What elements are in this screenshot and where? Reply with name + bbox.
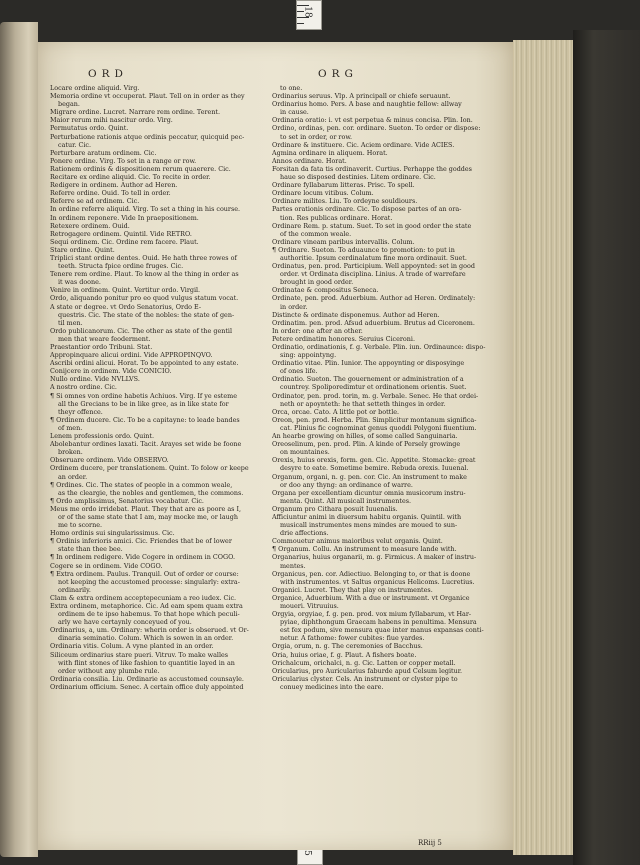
ruler-bottom-number: 5 [301,850,312,856]
text-line: Lenem professionis ordo. Quint. [50,432,154,441]
text-line: Commouetur animus maioribus velut organis. Quint. [272,537,443,546]
text-line: theyr offence. [58,407,103,416]
text-line: Ordinator, pen. prod. torin, m. g. Verbale. Senec. He that ordei- [272,391,479,400]
text-line: pyiae, diphthongum Graecam habens in penultima. Mensura [280,618,477,627]
text-line: with instrumentes. vt Saltus organicus Helicoms. Lucretius. [280,577,475,586]
text-line: Ordinatio. Sueton. The gouernement or administration of a [272,375,464,384]
text-line: Obseruare ordinem. Vide OBSERVO. [50,456,169,465]
text-line: Organicus, pen. cor. Adiectiuo. Belonging to, or that is doone [272,569,471,578]
text-line: mentes. [280,561,306,570]
text-line: ¶ Extra ordinem. Paulus. Tranquil. Out of order or course: [50,569,239,578]
text-line: with flint stones of like fashion to quantitie layed in an [58,658,235,667]
text-line: An hearbe growing on hilles, of some called Sanguinaria. [272,432,458,441]
text-line: Afficiuntur animi in diuersum habitu organis. Quintil. with [272,512,462,521]
text-line: Ascribi ordini alicui. Horat. To be appointed to any estate. [50,359,239,368]
book-cover [573,30,640,865]
text-line: conuey medicines into the eare. [280,682,384,691]
text-line: it was doone. [58,278,101,287]
text-line: til men. [58,318,83,327]
text-line: state than thee bee. [58,545,123,554]
text-line: cat. Plinius fic cognominat genus quoddi Polygoni fiuentium. [280,423,477,432]
text-line: Orexis, huius orexis, form. gen. Cic. Appetite. Stomacke: great [272,456,476,465]
text-line: Ordinatio vitae. Plin. Iunior. The appoynting or disposyinge [272,359,465,368]
page-fore-edges [513,40,573,855]
text-line: Ordo, aliquando ponitur pro eo quod vulgus statum vocat. [50,294,239,303]
text-line: Ordinatae & compositus Seneca. [272,286,379,295]
text-line: Ordinaria consilia. Liu. Ordinarie as accustomed counsayle. [50,674,244,683]
text-line: Orichalcum, orichalci, n. g. Cic. Latten or copper metall. [272,658,456,667]
text-line: Migrare ordine. Lucret. Narrare rem ordine. Terent. [50,108,221,117]
text-line: ¶ Ordinem ducere. Cic. To be a capitayne: to leade bandes [50,415,240,424]
text-line: Referre se ad ordinem. Cic. [50,197,140,206]
text-line: ¶ Ordinare. Sueton. To aduaunce to promotion: to put in [272,245,455,254]
text-line: Oricularius, pro Auricularius faburde apud Celsum legitur. [272,666,463,675]
running-head-right: ORG [318,68,358,80]
text-line: Ordinatio, ordinationis, f. g. Verbale. Plin. iun. Ordinaunce: dispo- [272,343,486,351]
ruler-top-number: 18 [302,6,313,18]
text-line: Ordinem ducere, per translationem. Quint. To folow or keepe [50,464,249,473]
text-line: Nullo ordine. Vide NVLLVS. [50,375,140,384]
text-line: brought in good order. [280,278,354,287]
text-line: Siliceum ordinarius stare pueri. Vitruv. To make walles [50,650,229,659]
text-line: tion. Res publicas ordinare. Horat. [280,213,393,222]
text-line: as the cleargie, the nobles and gentlemen, the commons. [58,488,244,497]
text-line: Ordinarius homo. Pers. A base and naughtie fellow: allway [272,100,462,109]
text-line: neth or apoynteth: he that setteth thinges in order. [280,399,446,408]
text-line: Homo ordinis sui singularissimus. Cic. [50,529,175,538]
text-line: countrey. Spoliporedimtur et ordinationem orientis. Suet. [280,383,467,392]
text-line: Referre ordine. Ouid. To tell in order. [50,189,171,198]
text-line: drie affections. [280,529,329,538]
text-line: menta. Quint. All musicall instrumentes. [280,496,412,505]
text-line: Ordinare fyllabarum litteras. Prisc. To spell. [272,181,415,190]
text-line: in order. [280,302,308,311]
text-line: Ponere ordine. Virg. To set in a range or row. [50,156,197,165]
facing-page-edge [0,22,38,857]
text-line: Triplici stant ordine dentes. Ouid. He hath three rowes of [50,253,237,262]
text-line: Praestantior ordo Tribuni. Stat. [50,343,153,351]
text-line: Ordinare Rem. p. statum. Suet. To set in good order the state [272,221,472,230]
scale-ruler-top [296,0,322,30]
signature-mark: RRiij 5 [418,839,442,847]
text-line: to one. [280,84,303,92]
text-line: ¶ Ordo amplissimus, Senatorius vocabatur. Cic. [50,496,204,505]
text-line: Recitare ex ordine aliquid. Cic. To recite in order. [50,173,211,182]
text-line: an order. [58,472,88,481]
text-line: ¶ Organum. Collu. An instrument to measure lande with. [272,545,457,554]
text-line: Permutatus ordo. Quint. [50,124,129,133]
text-line: desyre to eate. Sometime bemire. Rebuda orexis. Iuuenal. [280,464,469,473]
text-line: Organum, organi, n. g. pen. cor. Cic. An instrument to make [272,472,467,481]
text-line: Orca, orcae. Cato. A little pot or bottle. [272,407,400,416]
text-line: Agmina ordinare in aliquem. Horat. [272,148,388,157]
text-line: Organice, Aduerbium. With a due or instrument. vt Organice [272,593,470,602]
text-line: Venire in ordinem. Quint. Vertitur ordo. Virgil. [50,286,201,295]
text-line: Sequi ordinem. Cic. Ordine rem facere. Plaut. [50,237,199,246]
text-line: catur. Cic. [58,140,92,149]
text-line: sing: appointyng. [280,351,337,360]
text-line: A nostro ordine. Cic. [50,383,117,392]
text-line: Ordinatus, pen. prod. Participium. Well appoynted: set in good [272,262,475,271]
text-line: Cogere se in ordinem. Vide COGO. [50,561,163,570]
text-line: ¶ In ordinem redigere. Vide Cogere in ordinem in COGO. [50,553,236,562]
text-line: authoritie. Ipsum cerdinalatum fine mora ordinauit. Suet. [280,253,467,262]
text-line: ¶ Ordinis inferioris amici. Cic. Friendes that be of lower [50,537,232,546]
text-line: Forsitan da fata tis ordinaverit. Curtius. Perhappe the goddes [272,164,472,173]
text-line: In ordine referre aliquid. Virg. To set a thing in his course. [50,205,241,214]
text-line: Ordinare vineam paribus intervallis. Colum. [272,237,415,246]
text-line: not keeping the accustomed processe: singularly: extra- [58,577,240,586]
text-line: Ordinaria oratio: i. vt est perpetua & minus concisa. Plin. Ion. [272,116,473,125]
text-line: Clam & extra ordinem acceptepecuniam a reo iudex. Cic. [50,593,237,602]
text-line: Retrogagere ordinem. Quintil. Vide RETRO. [50,229,192,238]
text-line: haue so disposed destinies. Litem ordinare. Cic. [280,173,436,182]
running-head-left: ORD [88,68,128,80]
text-line: Redigere in ordinem. Author ad Heren. [50,181,178,190]
text-line: moueri. Vitruuius. [280,602,339,610]
text-line: Annos ordinare. Horat. [272,156,347,165]
text-line: In ordinem reponere. Vide In praepositionem. [50,213,199,222]
text-line: A state or degree. vt Ordo Senatorius, Ordo E- [50,302,202,311]
text-line: Rationem ordinis & dispositionem rerum quaerere. Cic. [50,164,231,173]
text-line: Appropinquare alicui ordini. Vide APPROPINQVO. [50,351,213,360]
text-line: Memoria ordine vt occuperat. Plaut. Tell on in order as they [50,92,245,101]
text-line: Ordinate, pen. prod. Aduerbium. Author ad Heren. Ordinately: [272,294,476,303]
text-line: questris. Cic. The state of the nobles: the state of gen- [58,310,235,319]
text-line: Ordinarius seruus. Vlp. A principall or chiefe seruaunt. [272,92,451,101]
text-line: Retexere ordinem. Ouid. [50,221,130,230]
text-line: Oricularius clyster. Cels. An instrument or clyster pipe to [272,674,458,683]
text-line: Orgyia, orgyiae, f. g. pen. prod. vox mium fyllabarum, vt Har- [272,610,472,619]
text-line: Stare ordine. Quint. [50,245,115,254]
text-line: Oria, huius oriae, f. g. Plaut. A fishers boate. [272,650,417,659]
text-line: me to scorne. [58,521,103,530]
text-line: on mountaines. [280,448,330,457]
text-line: ordinem de te ipso habemus. To that hope which peculi- [58,610,240,619]
text-line: Extra ordinem, metaphorice. Cic. Ad eam spem quam extra [50,602,243,610]
dictionary-column-right [272,84,488,691]
text-line: of men. [58,423,83,432]
text-line: Distincte & ordinate disponemus. Author ad Heren. [272,310,440,319]
text-line: Ordinare & instituere. Cic. Aciem ordinare. Vide ACIES. [272,140,455,149]
text-line: Ordinaria vitis. Colum. A vyne planted in an order. [50,642,214,651]
text-line: Petere ordinatim honores. Seruius Ciceroni. [272,334,415,343]
text-line: all the Grecians to be in like gree, as in like state for [58,399,229,408]
dictionary-column-left [50,84,266,691]
text-line: est fex podum, sive mensura quae inter manus expansas conti- [280,626,484,635]
text-line: Partes orationis ordinare. Cic. To dispose partes of an ora- [272,205,462,214]
text-line: Organarius, huius organarii, m. g. Firmicus. A maker of instru- [272,553,477,562]
text-line: Ordinarius, a, um. Ordinary: wherin order is obserued. vt Or- [50,626,249,635]
text-line: teeth. Structa fpice ordine fruges. Cic. [58,262,184,271]
text-line: ¶ Ordines. Cic. The states of people in a common weale, [50,480,233,489]
text-line: Ordo publicanorum. Cic. The other as state of the gentil [50,326,233,335]
text-line: Maior rerum mihi nascitur ordo. Virg. [50,116,173,125]
text-line: netur. A fathome: fower cubites: fiue yardes. [280,634,425,643]
text-line: Organum pro Cithara posuit Iuuenalis. [272,504,398,513]
text-line: Abolebantur ordines laxati. Tacit. Arayes set wide be foone [50,440,242,449]
text-line: ordinarily. [58,585,91,594]
text-line: broken. [58,448,83,457]
text-line: In order: one after an other. [272,326,363,335]
text-line: of the common weale. [280,229,352,238]
text-line: Conijcere in ordinem. Vide CONICIO. [50,367,172,376]
text-line: Organa per excellentiam dicuntur omnia musicorum instru- [272,488,466,497]
text-line: Perturbatione rationis atque ordinis peccatur, quicquid pec- [50,132,245,141]
text-line: Locare ordine aliquid. Virg. [50,84,140,92]
text-line: of ones life. [280,367,318,376]
text-line: Ordinare locum vitibus. Colum. [272,189,374,198]
text-line: to set in order, or row. [280,132,353,141]
text-line: or doo any thyng: an ordinance of warre. [280,480,413,489]
text-line: began. [58,100,80,109]
text-line: Oreoselinum, pen. prod. Plin. A kinde of Persely growinge [272,440,461,449]
text-line: Tenere rem ordine. Plaut. To know al the thing in order as [50,270,239,279]
text-line: ¶ Si omnes von ordine habetis Achiuos. Virg. If ye esteme [50,391,237,400]
text-line: musicall instrumentes mens mindes are moued to sun- [280,521,458,530]
text-line: Perturbare aratum ordinem. Cic. [50,148,157,157]
text-line: men that weare feoderment. [58,334,151,343]
text-line: Organici. Lucret. They that play on instrumentes. [272,585,433,594]
text-line: order without any plumbe rule. [58,666,160,675]
text-line: order. vt Ordinata disciplina. Linius. A trade of warrefare [280,270,466,279]
text-line: Ordinare milites. Liu. To ordeyne souldiours. [272,197,418,206]
text-line: Oreon, pen. prod. Herba. Plin. Simplicitur montanum significa- [272,415,477,424]
text-line: Meus me ordo irridebat. Plaut. They that are as poore as I, [50,504,242,513]
text-line: Ordinarium officium. Senec. A certain office duly appointed [50,682,244,691]
text-line: arly we have certaynly conceyued of you. [58,618,192,627]
text-line: Ordinatim. pen. prod. Afsud aduerbium. Brutus ad Ciceronem. [272,318,475,327]
text-line: or of the same state that I am, may mocke me, or laugh [58,512,238,521]
text-line: Orgia, orum, n. g. The ceremonies of Bacchus. [272,642,423,651]
text-line: in cause. [280,108,309,117]
text-line: dinaria seminatio. Colum. Which is sowen in an order. [58,634,234,643]
text-line: Ordino, ordinas, pen. cor. ordinare. Sueton. To order or dispose: [272,124,481,133]
